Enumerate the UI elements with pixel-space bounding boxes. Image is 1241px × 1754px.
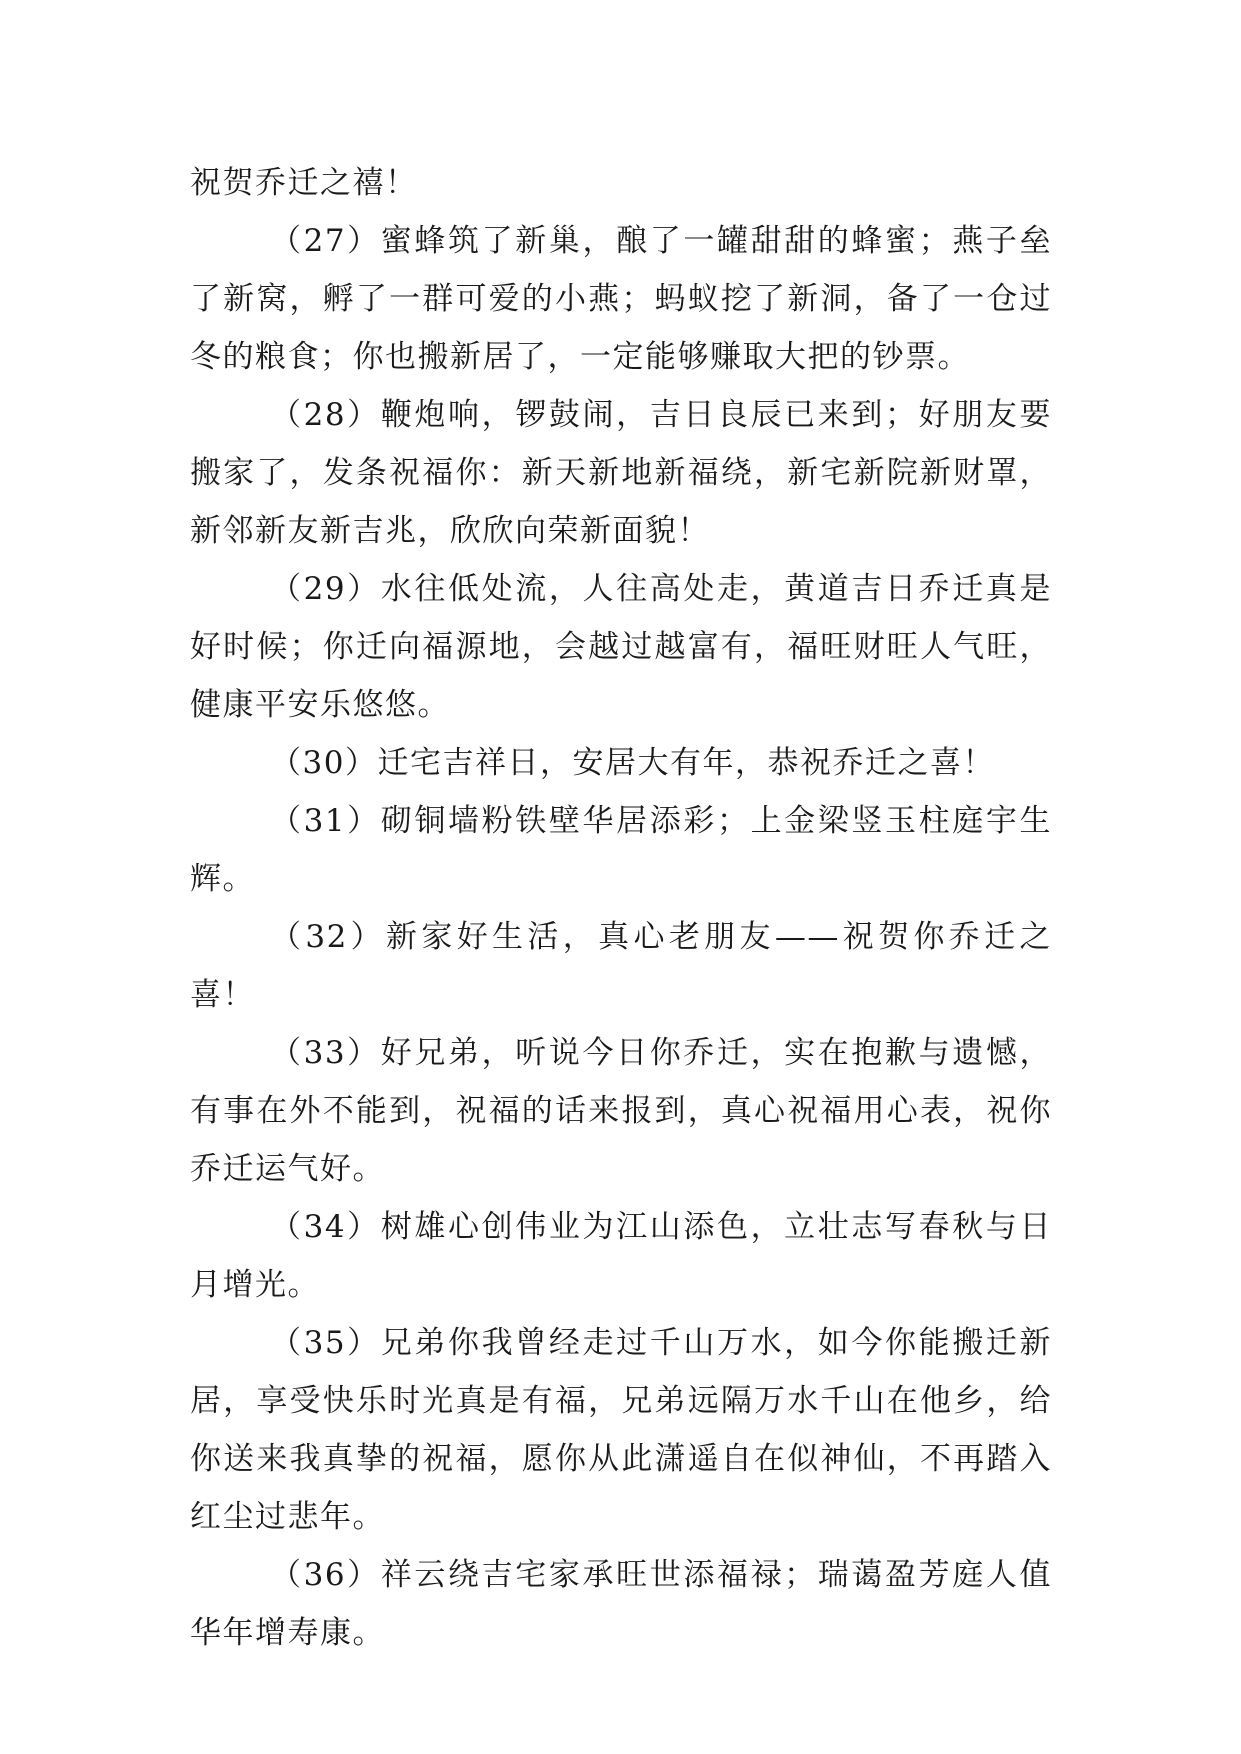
paragraph-29: （29）水往低处流，人往高处走，黄道吉日乔迁真是好时候；你迁向福源地，会越过越富有，福旺财旺人气旺，健康平安乐悠悠。 [190,571,1052,723]
paragraph-34: （34）树雄心创伟业为江山添色，立壮志写春秋与日月增光。 [190,1209,1052,1303]
paragraph-27: （27）蜜蜂筑了新巢，酿了一罐甜甜的蜂蜜；燕子垒了新窝，孵了一群可爱的小燕；蚂蚁挖了新洞，备了一仓过冬的粮食；你也搬新居了，一定能够赚取大把的钞票。 [190,223,1052,375]
paragraph-36: （36）祥云绕吉宅家承旺世添福禄；瑞蔼盈芳庭人值华年增寿康。 [190,1557,1052,1651]
paragraph-28: （28）鞭炮响，锣鼓闹，吉日良辰已来到；好朋友要搬家了，发条祝福你：新天新地新福绕，新宅新院新财罩，新邻新友新吉兆，欣欣向荣新面貌！ [190,397,1052,549]
document-body [190,154,1052,1662]
paragraph-continuation: 祝贺乔迁之禧！ [190,165,418,201]
paragraph-31: （31）砌铜墙粉铁壁华居添彩；上金梁竖玉柱庭宇生辉。 [190,803,1052,897]
paragraph-30: （30）迁宅吉祥日，安居大有年，恭祝乔迁之喜！ [270,745,995,781]
paragraph-33: （33）好兄弟，听说今日你乔迁，实在抱歉与遗憾，有事在外不能到，祝福的话来报到，真心祝福用心表，祝你乔迁运气好。 [190,1035,1052,1187]
paragraph-35: （35）兄弟你我曾经走过千山万水，如今你能搬迁新居，享受快乐时光真是有福，兄弟远隔万水千山在他乡，给你送来我真挚的祝福，愿你从此潇遥自在似神仙，不再踏入红尘过悲年。 [190,1325,1052,1535]
paragraph-32: （32）新家好生活，真心老朋友——祝贺你乔迁之喜！ [190,919,1052,1013]
